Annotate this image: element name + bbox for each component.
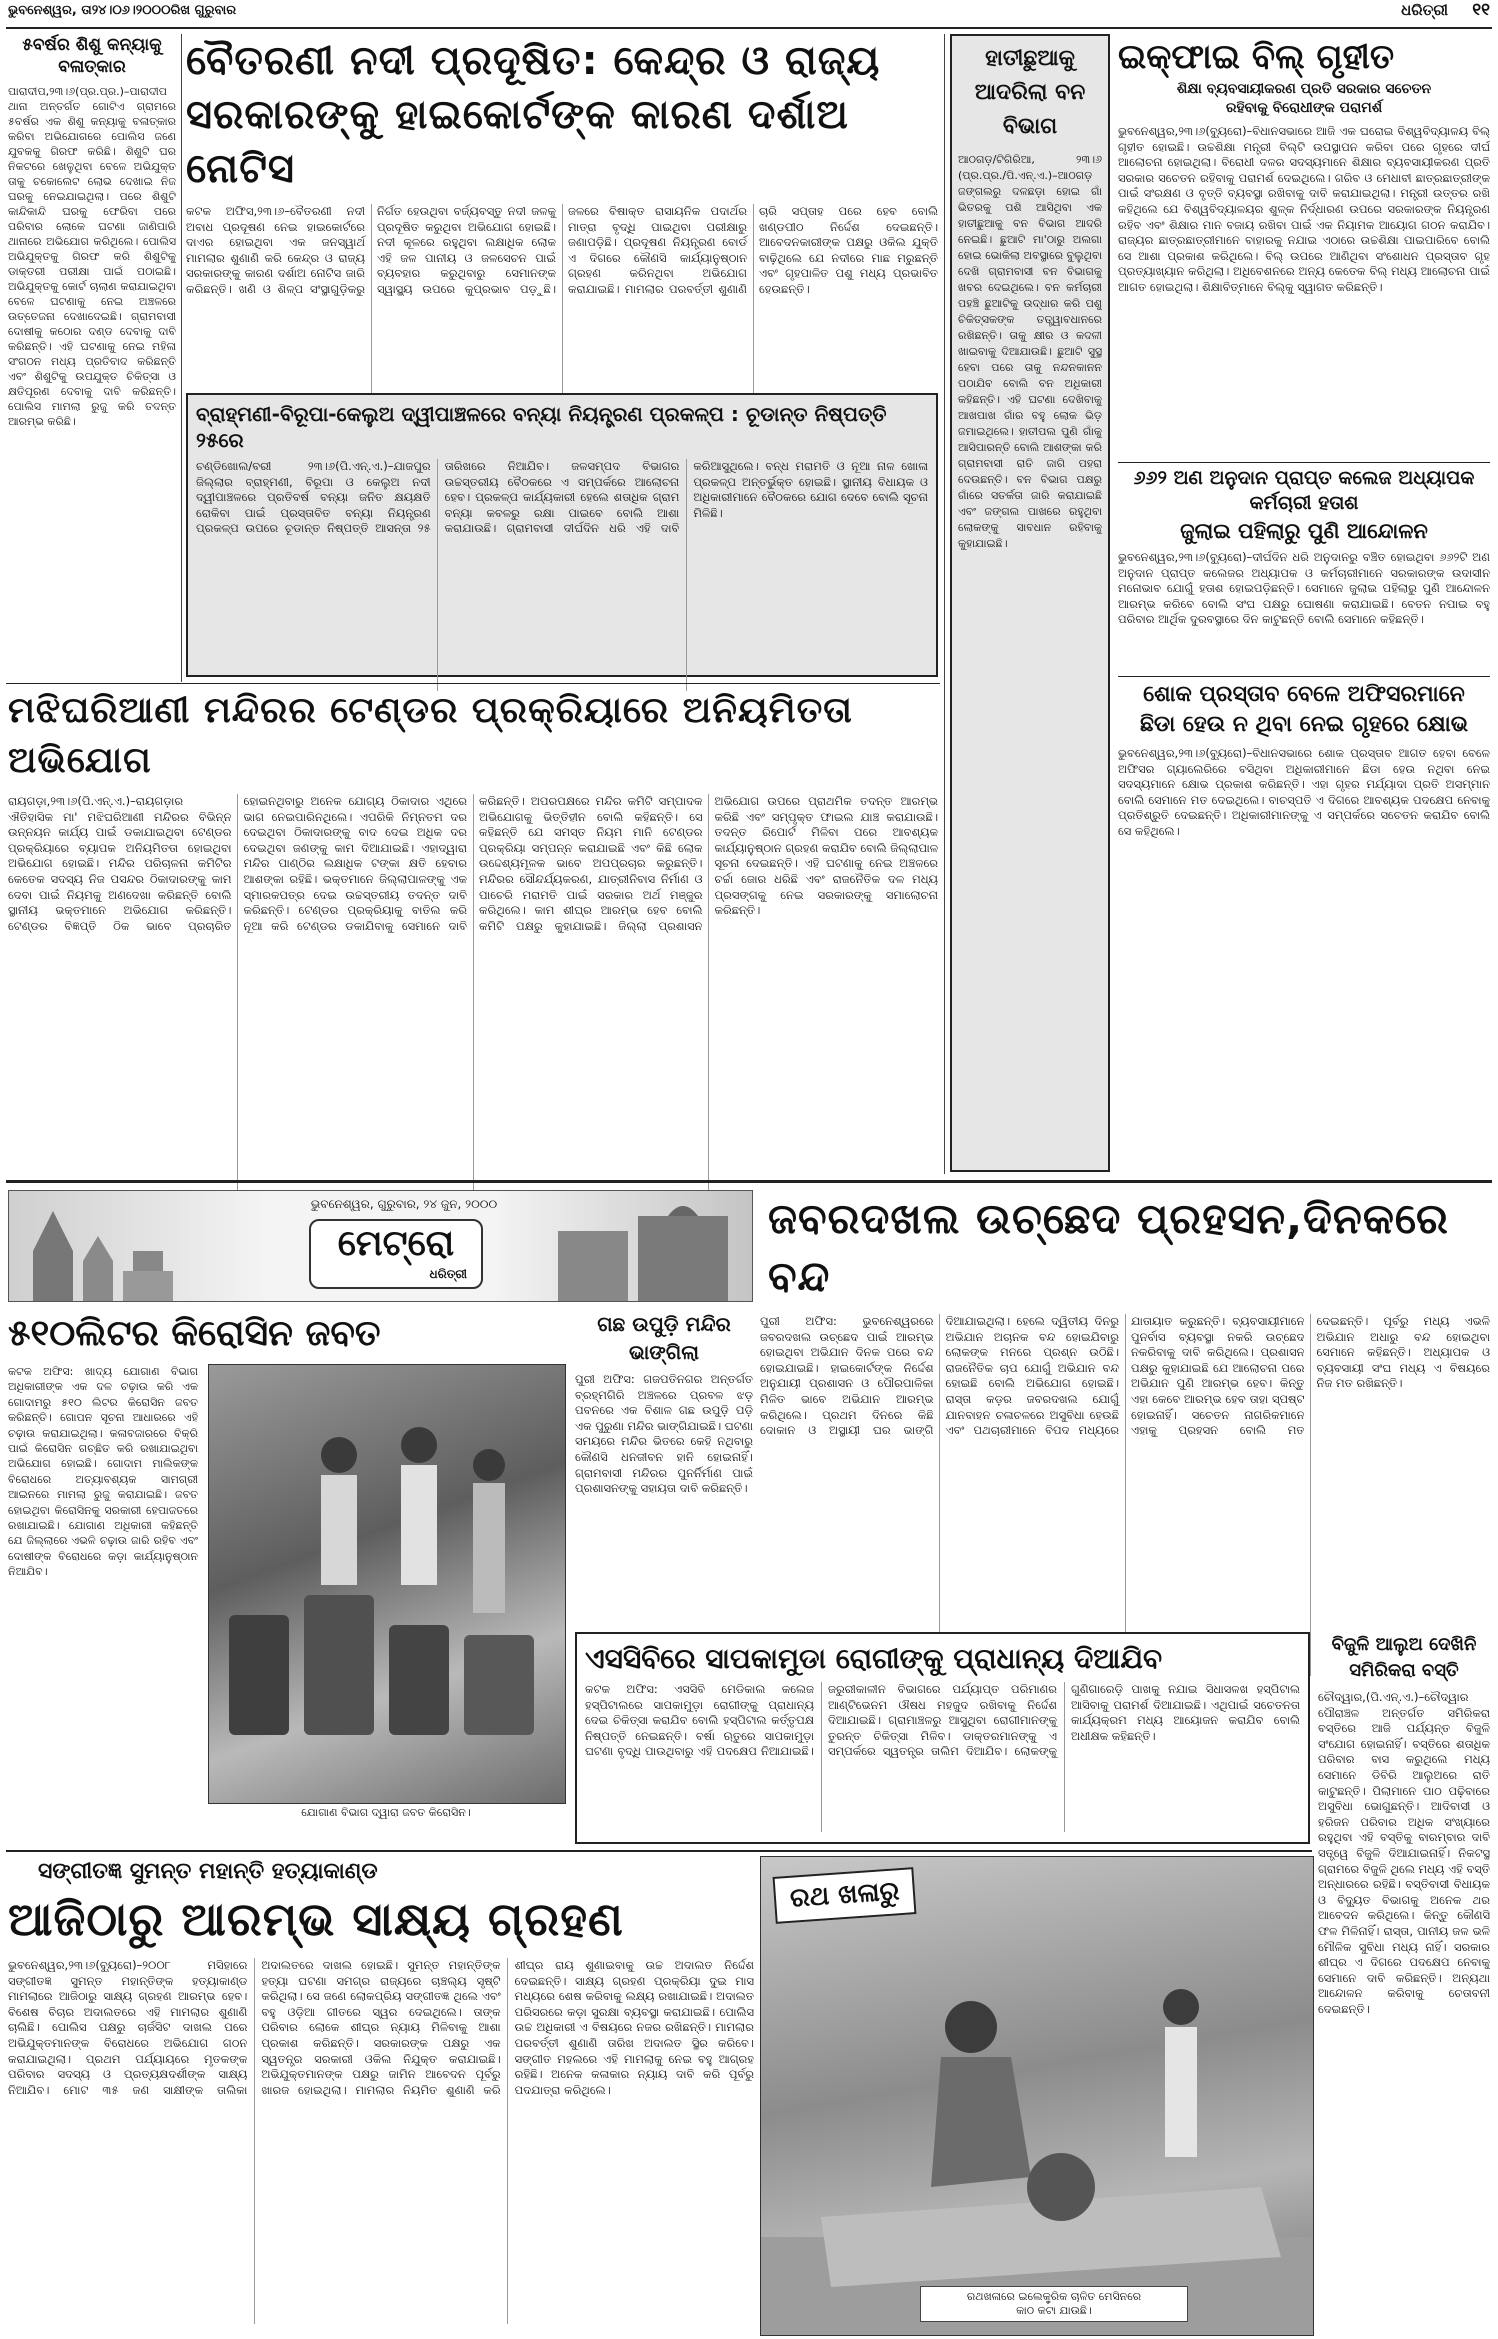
story-body: କଟକ ଅଫିସ: ଖାଦ୍ୟ ଯୋଗାଣ ବିଭାଗ ଅଧିକାରୀଙ୍କ ଏକ ଦଳ ଚଢ଼ାଉ କରି ଏକ ଗୋଦାମରୁ ୫୧୦ ଲିଟର କିରୋସିନ ଜବତ କରିଛନ୍ତି। ଗୋପନ ସୂଚନା ଆଧାରରେ ଏହି ଚଢ଼ାଉ କରାଯାଇଥିଲା। କଳାବଜାରରେ ବିକ୍ରି ପାଇଁ କିରୋସିନ ଗଚ୍ଛିତ କରି ରଖାଯାଇଥିବା ଅଭିଯୋଗ ହୋଇଛି। ଗୋଦାମ ମାଲିକଙ୍କ ବିରୋଧରେ ଅତ୍ୟାବଶ୍ୟକ ସାମଗ୍ରୀ ଆଇନରେ ମାମଲା ରୁଜୁ କରାଯାଇଛି। ଜବତ ହୋଇଥିବା କିରୋସିନକୁ ସରକାରୀ ହେପାଜତରେ ରଖାଯାଇଛି। ଯୋଗାଣ ଅଧିକାରୀ କହିଛନ୍ତି ଯେ ଜିଲ୍ଲାରେ ଏଭଳି ଚଢ଼ାଉ ଜାରି ରହିବ ଏବଂ ଦୋଷୀଙ୍କ ବିରୋଧରେ କଡ଼ା କାର୍ଯ୍ୟାନୁଷ୍ଠାନ ନିଆଯିବ। <box>8 1365 198 1579</box>
city-buildings-icon <box>538 1191 748 1301</box>
kerosene-drums-image <box>209 1365 565 1803</box>
rath-photo <box>760 1856 1314 2336</box>
story-body: ପୁରୀ ଅଫିସ: ଗଜପତିନଗର ଅନ୍ତର୍ଗତ ବ୍ରହ୍ମଗିରି ଅଞ୍ଚଳରେ ପ୍ରବଳ ଝଡ଼ ପବନରେ ଏକ ବିଶାଳ ଗଛ ଉପୁଡ଼ି ପଡ଼ି ଏକ ପୁରୁଣା ମନ୍ଦିର ଭାଙ୍ଗିଯାଇଛି। ଘଟଣା ସମୟରେ ମନ୍ଦିର ଭିତରେ କେହି ନଥିବାରୁ କୌଣସି ଧନଜୀବନ ହାନି ହୋଇନାହିଁ। ଗ୍ରାମବାସୀ ମନ୍ଦିରର ପୁନର୍ନିର୍ମାଣ ପାଇଁ ପ୍ରଶାସନଙ୍କୁ ସହାୟତା ଦାବି କରିଛନ୍ତି। <box>575 1372 753 1496</box>
story-headline: ଇକ୍‌ଫାଇ ବିଲ୍ ଗୃହୀତ <box>1118 37 1395 77</box>
story-headline: ଏସସିବିରେ ସାପକାମୁଡା ରୋଗୀଙ୍କୁ ପ୍ରାଧାନ୍ୟ ଦିଆଯିବ <box>585 1642 1163 1675</box>
story-headline: ଶୋକ ପ୍ରସ୍ତାବ ବେଳେ ଅଫିସରମାନେ <box>1143 682 1465 707</box>
story-body: ଭୁବନେଶ୍ୱର,୨୩।୬(ବ୍ୟୁରୋ)–୨୦୦୮ ମସିହାରେ ସଙ୍ଗୀତଜ୍ଞ ସୁମନ୍ତ ମହାନ୍ତିଙ୍କ ହତ୍ୟାକାଣ୍ଡ ମାମଲାରେ ଆଜିଠାରୁ ସାକ୍ଷ୍ୟ ଗ୍ରହଣ ଆରମ୍ଭ ହେବ। ବିଶେଷ ବିଚାର ଅଦାଲତରେ ଏହି ମାମଲାର ଶୁଣାଣି ଚାଲିଛି। ପୋଲିସ ପକ୍ଷରୁ ଚାର୍ଜସିଟ ଦାଖଲ ପରେ ଅଭିଯୁକ୍ତମାନଙ୍କ ବିରୋଧରେ ଅଭିଯୋଗ ଗଠନ କରାଯାଇଥିଲା। ପ୍ରଥମ ପର୍ଯ୍ୟାୟରେ ମୃତକଙ୍କ ପରିବାର ସଦସ୍ୟ ଓ ପ୍ରତ୍ୟକ୍ଷଦର୍ଶୀଙ୍କ ସାକ୍ଷ୍ୟ ନିଆଯିବ। ମୋଟ ୩୫ ଜଣ ସାକ୍ଷୀଙ୍କ ତାଲିକା ଅଦାଲତରେ ଦାଖଲ ହୋଇଛି। ସୁମନ୍ତ ମହାନ୍ତିଙ୍କ ହତ୍ୟା ଘଟଣା ସମଗ୍ର ରାଜ୍ୟରେ ଚାଞ୍ଚଲ୍ୟ ସୃଷ୍ଟି କରିଥିଲା। ସେ ଜଣେ ଲୋକପ୍ରିୟ ସଙ୍ଗୀତଜ୍ଞ ଥିଲେ ଏବଂ ବହୁ ଓଡ଼ିଆ ଗୀତରେ ସ୍ୱର ଦେଇଥିଲେ। ତାଙ୍କ ପରିବାର ଲୋକେ ଶୀଘ୍ର ନ୍ୟାୟ ମିଳିବାକୁ ଆଶା ପ୍ରକାଶ କରିଛନ୍ତି। ସରକାରଙ୍କ ପକ୍ଷରୁ ଏକ ସ୍ୱତନ୍ତ୍ର ସରକାରୀ ଓକିଲ ନିଯୁକ୍ତ କରାଯାଇଛି। ଅଭିଯୁକ୍ତମାନଙ୍କ ପକ୍ଷରୁ ଜାମିନ ଆବେଦନ ପୂର୍ବରୁ ଖାରଜ ହୋଇଥିଲା। ମାମଲାର ନିୟମିତ ଶୁଣାଣି କରି ଶୀଘ୍ର ରାୟ ଶୁଣାଇବାକୁ ଉଚ୍ଚ ଅଦାଲତ ନିର୍ଦ୍ଦେଶ ଦେଇଛନ୍ତି। ସାକ୍ଷ୍ୟ ଗ୍ରହଣ ପ୍ରକ୍ରିୟା ଦୁଇ ମାସ ମଧ୍ୟରେ ଶେଷ କରିବାକୁ ଲକ୍ଷ୍ୟ ରଖାଯାଇଛି। ଅଦାଲତ ପରିସରରେ କଡ଼ା ସୁରକ୍ଷା ବ୍ୟବସ୍ଥା କରାଯାଇଛି। ପୋଲିସ ଉଚ୍ଚ ଅଧିକାରୀ ଏ ବିଷୟରେ ନଜର ରଖିଛନ୍ତି। ମାମଲାର ପରବର୍ତ୍ତୀ ଶୁଣାଣି ତାରିଖ ଅଦାଲତ ସ୍ଥିର କରିବେ। ସଙ୍ଗୀତ ମହଲରେ ଏହି ମାମଲାକୁ ନେଇ ବହୁ ଆଗ୍ରହ ରହିଛି। ଅନେକ କଳାକାର ନ୍ୟାୟ ଦାବି କରି ପୂର୍ବରୁ ପଦଯାତ୍ରା କରିଥିଲେ। <box>8 1958 754 2097</box>
story-body: ପାରାଦୀପ,୨୩।୬(ପ୍ର.ପ୍ର.)–ପାରାଦୀପ ଥାନା ଅନ୍ତର୍ଗତ ଗୋଟିଏ ଗ୍ରାମରେ ୫ବର୍ଷର ଏକ ଶିଶୁ କନ୍ୟାକୁ ବଳାତ୍କାର କରିବା ଅଭିଯୋଗରେ ପୋଲିସ ଜଣେ ଯୁବକକୁ ଗିରଫ କରିଛି। ଶିଶୁଟି ଘର ନିକଟରେ ଖେଳୁଥିବା ବେଳେ ଅଭିଯୁକ୍ତ ତାକୁ ଚକୋଲେଟ ଲୋଭ ଦେଖାଇ ନିଜ ଘରକୁ ନେଇଯାଇଥିଲା। ପରେ ଶିଶୁଟି କାନ୍ଦିକାନ୍ଦି ଘରକୁ ଫେରିବା ପରେ ପରିବାର ଲୋକେ ଘଟଣା ଜାଣିପାରି ଥାନାରେ ଅଭିଯୋଗ କରିଥିଲେ। ପୋଲିସ ଅଭିଯୁକ୍ତକୁ ଗିରଫ କରି ଶିଶୁଟିକୁ ଡାକ୍ତରୀ ପରୀକ୍ଷା ପାଇଁ ପଠାଇଛି। ଅଭିଯୁକ୍ତକୁ କୋର୍ଟ ଚାଲାଣ କରାଯାଇଥିବା ବେଳେ ଘଟଣାକୁ ନେଇ ଅଞ୍ଚଳରେ ଉତ୍ତେଜନା ଦେଖାଦେଇଛି। ଗ୍ରାମବାସୀ ଦୋଷୀକୁ କଠୋର ଦଣ୍ଡ ଦେବାକୁ ଦାବି କରିଛନ୍ତି। ଏହି ଘଟଣାକୁ ନେଇ ମହିଳା ସଂଗଠନ ମଧ୍ୟ ପ୍ରତିବାଦ କରିଛନ୍ତି ଏବଂ ଶିଶୁଟିକୁ ଉପଯୁକ୍ତ ଚିକିତ୍ସା ଓ କ୍ଷତିପୂରଣ ଦେବାକୁ ଦାବି କରିଛନ୍ତି। ପୋଲିସ ମାମଲା ରୁଜୁ କରି ତଦନ୍ତ ଆରମ୍ଭ କରିଛି। <box>8 85 176 428</box>
story-subhead-line2: ରହିବାକୁ ବିରୋଧୀଙ୍କ ପରାମର୍ଶ <box>1225 100 1383 116</box>
story-college-staff <box>1118 466 1490 674</box>
story-condolence-officers <box>1118 680 1490 1174</box>
story-bill-passed <box>1118 34 1490 460</box>
temple-skyline-icon <box>13 1191 213 1301</box>
story-headline: ହାତୀଛୁଆକୁ ଆଦରିଲା ବନ ବିଭାଗ <box>974 46 1086 139</box>
story-headline: ଆଜିଠାରୁ ଆରମ୍ଭ ସାକ୍ଷ୍ୟ ଗ୍ରହଣ <box>8 1892 624 1946</box>
story-flood-control <box>186 393 938 677</box>
story-rath-khala-photo <box>760 1856 1312 2334</box>
story-child-rape <box>8 34 176 680</box>
story-headline: ବିଜୁଳି ଆଲୁଅ ଦେଖିନି ସମିରିକରା ବସ୍ତି <box>1331 1634 1477 1681</box>
rath-label: ରଥ ଖଳାରୁ <box>789 1876 901 1914</box>
story-body: କଟକ ଅଫିସ,୨୩।୬–ବୈତରଣୀ ନଦୀ ଅବାଧ ପ୍ରଦୂଷଣ ନେଇ ହାଇକୋର୍ଟରେ ଦାଏର ହୋଇଥିବା ଏକ ଜନସ୍ୱାର୍ଥ ମାମଲାର ଶୁଣାଣି କରି କେନ୍ଦ୍ର ଓ ରାଜ୍ୟ ସରକାରଙ୍କୁ କାରଣ ଦର୍ଶାଅ ନୋଟିସ ଜାରି କରିଛନ୍ତି। ଖଣି ଓ ଶିଳ୍ପ ସଂସ୍ଥାଗୁଡ଼ିକରୁ ନିର୍ଗତ ହେଉଥିବା ବର୍ଜ୍ୟବସ୍ତୁ ନଦୀ ଜଳକୁ ପ୍ରଦୂଷିତ କରୁଥିବା ଅଭିଯୋଗ ହୋଇଛି। ନଦୀ କୂଳରେ ରହୁଥିବା ଲକ୍ଷାଧିକ ଲୋକ ଏହି ଜଳ ପାନୀୟ ଓ ଜଳସେଚନ ପାଇଁ ବ୍ୟବହାର କରୁଥିବାରୁ ସେମାନଙ୍କ ସ୍ୱାସ୍ଥ୍ୟ ଉପରେ କୁପ୍ରଭାବ ପଡ଼ୁଛି। ଜଳରେ ବିଷାକ୍ତ ରାସାୟନିକ ପଦାର୍ଥର ମାତ୍ରା ବୃଦ୍ଧି ପାଇଥିବା ପରୀକ୍ଷାରୁ ଜଣାପଡ଼ିଛି। ପ୍ରଦୂଷଣ ନିୟନ୍ତ୍ରଣ ବୋର୍ଡ ଏ ଦିଗରେ କୌଣସି କାର୍ଯ୍ୟାନୁଷ୍ଠାନ ଗ୍ରହଣ କରିନଥିବା ଅଭିଯୋଗ କରାଯାଇଛି। ମାମଲାର ପରବର୍ତ୍ତୀ ଶୁଣାଣି ଚାରି ସପ୍ତାହ ପରେ ହେବ ବୋଲି ଖଣ୍ଡପୀଠ ନିର୍ଦ୍ଦେଶ ଦେଇଛନ୍ତି। ଆବେଦନକାରୀଙ୍କ ପକ୍ଷରୁ ଓକିଲ ଯୁକ୍ତି ବାଢ଼ିଥିଲେ ଯେ ନଦୀରେ ମାଛ ମରୁଛନ୍ତି ଏବଂ ଗୃହପାଳିତ ପଶୁ ମଧ୍ୟ ପ୍ରଭାବିତ ହେଉଛନ୍ତି। <box>186 204 938 296</box>
story-body: ରାୟଗଡ଼ା,୨୩।୬(ପି.ଏନ୍.ଏ.)–ରାୟଗଡ଼ାର ଐତିହାସିକ ମା' ମଝିଘରିଆଣୀ ମନ୍ଦିରର ବିଭିନ୍ନ ଉନ୍ନୟନ କାର୍ଯ୍ୟ ପାଇଁ ଡକାଯାଇଥିବା ଟେଣ୍ଡର ପ୍ରକ୍ରିୟାରେ ବ୍ୟାପକ ଅନିୟମିତତା ହୋଇଥିବା ଅଭିଯୋଗ ହୋଇଛି। ମନ୍ଦିର ପରିଚାଳନା କମିଟିର କେତେକ ସଦସ୍ୟ ନିଜ ପସନ୍ଦର ଠିକାଦାରଙ୍କୁ କାମ ଦେବା ପାଇଁ ନିୟମକୁ ଅଣଦେଖା କରିଛନ୍ତି ବୋଲି ସ୍ଥାନୀୟ ଭକ୍ତମାନେ ଅଭିଯୋଗ କରିଛନ୍ତି। ଟେଣ୍ଡର ବିଜ୍ଞପ୍ତି ଠିକ ଭାବେ ପ୍ରଚାରିତ ହୋଇନଥିବାରୁ ଅନେକ ଯୋଗ୍ୟ ଠିକାଦାର ଏଥିରେ ଭାଗ ନେଇପାରିନଥିଲେ। ଏପରିକି ନିମ୍ନତମ ଦର ଦେଇଥିବା ଠିକାଦାରଙ୍କୁ ବାଦ ଦେଇ ଅଧିକ ଦର ଦେଇଥିବା ଜଣଙ୍କୁ କାମ ଦିଆଯାଇଛି। ଏହାଦ୍ୱାରା ମନ୍ଦିର ପାଣ୍ଠିର ଲକ୍ଷାଧିକ ଟଙ୍କା କ୍ଷତି ହେବାର ଆଶଙ୍କା ରହିଛି। ଭକ୍ତମାନେ ଜିଲ୍ଲାପାଳଙ୍କୁ ଏକ ସ୍ମାରକପତ୍ର ଦେଇ ଉଚ୍ଚସ୍ତରୀୟ ତଦନ୍ତ ଦାବି କରିଛନ୍ତି। ଟେଣ୍ଡର ପ୍ରକ୍ରିୟାକୁ ବାତିଲ କରି ନୂଆ କରି ଟେଣ୍ଡର ଡକାଯିବାକୁ ସେମାନେ ଦାବି କରିଛନ୍ତି। ଅପରପକ୍ଷରେ ମନ୍ଦିର କମିଟି ସମ୍ପାଦକ ଅଭିଯୋଗକୁ ଭିତ୍ତିହୀନ ବୋଲି କହିଛନ୍ତି। ସେ କହିଛନ୍ତି ଯେ ସମସ୍ତ ନିୟମ ମାନି ଟେଣ୍ଡର ପ୍ରକ୍ରିୟା ସମ୍ପନ୍ନ କରାଯାଇଛି ଏବଂ କିଛି ଲୋକ ଉଦ୍ଦେଶ୍ୟମୂଳକ ଭାବେ ଅପପ୍ରଚାର କରୁଛନ୍ତି। ମନ୍ଦିରର ସୌନ୍ଦର୍ଯ୍ୟକରଣ, ଯାତ୍ରୀନିବାସ ନିର୍ମାଣ ଓ ପାଚେରି ମରାମତି ପାଇଁ ସରକାର ଅର୍ଥ ମଞ୍ଜୁର କରିଥିଲେ। କାମ ଶୀଘ୍ର ଆରମ୍ଭ ହେବ ବୋଲି କମିଟି ପକ୍ଷରୁ କୁହାଯାଇଛି। ଜିଲ୍ଲା ପ୍ରଶାସନ ଅଭିଯୋଗ ଉପରେ ପ୍ରାଥମିକ ତଦନ୍ତ ଆରମ୍ଭ କରିଛି ଏବଂ ସମ୍ପୃକ୍ତ ଫାଇଲ ଯାଞ୍ଚ କରାଯାଉଛି। ତଦନ୍ତ ରିପୋର୍ଟ ମିଳିବା ପରେ ଆବଶ୍ୟକ କାର୍ଯ୍ୟାନୁଷ୍ଠାନ ଗ୍ରହଣ କରାଯିବ ବୋଲି ଜିଲ୍ଲାପାଳ ସୂଚନା ଦେଇଛନ୍ତି। ଏହି ଘଟଣାକୁ ନେଇ ଅଞ୍ଚଳରେ ଚର୍ଚ୍ଚା ଜୋର ଧରିଛି ଏବଂ ରାଜନୈତିକ ଦଳ ମଧ୍ୟ ପ୍ରସଙ୍ଗକୁ ନେଇ ସରକାରଙ୍କୁ ସମାଲୋଚନା କରିଛନ୍ତି। <box>8 794 938 933</box>
story-headline: ୫ବର୍ଷର ଶିଶୁ କନ୍ୟାକୁ ବଳାତ୍କାର <box>22 35 162 77</box>
photo-caption-line2: କାଠ କଟା ଯାଉଛି। <box>1016 2304 1092 2317</box>
metro-dateline: ଭୁବନେଶ୍ୱର, ଗୁରୁବାର, ୨୪ ଜୁନ, ୨୦୦୦ <box>310 1197 498 1211</box>
metro-banner <box>8 1190 753 1302</box>
masthead-page-number: ୧୧ <box>1472 0 1490 20</box>
story-subhead-line1: ଶିକ୍ଷା ବ୍ୟବସାୟୀକରଣ ପ୍ରତି ସରକାର ସଚେତନ <box>1176 81 1432 97</box>
story-headline: ଜବରଦଖଲ ଉଚ୍ଛେଦ ପ୍ରହସନ,ଦିନକରେ ବନ୍ଦ <box>768 1194 1449 1301</box>
story-body: ଭୁବନେଶ୍ୱର,୨୩।୬(ବ୍ୟୁରୋ)–ଦୀର୍ଘଦିନ ଧରି ଅନୁଦାନରୁ ବଞ୍ଚିତ ହୋଇଥିବା ୬୬୨ଟି ଅଣ ଅନୁଦାନ ପ୍ରାପ୍ତ କଲେଜର ଅଧ୍ୟାପକ ଓ କର୍ମଚାରୀମାନେ ସରକାରଙ୍କ ଉଦାସୀନ ମନୋଭାବ ଯୋଗୁଁ ହତାଶ ହୋଇପଡ଼ିଛନ୍ତି। ସେମାନେ ଜୁଲାଇ ପହିଲାରୁ ପୁଣି ଆନ୍ଦୋଳନ ଆରମ୍ଭ କରିବେ ବୋଲି ସଂଘ ପକ୍ଷରୁ ଘୋଷଣା କରାଯାଇଛି। ବେତନ ନପାଇ ବହୁ ପରିବାର ଆର୍ଥିକ ଦୁରବସ୍ଥାରେ ଦିନ କାଟୁଛନ୍ତି ବୋଲି ସେମାନେ କହିଛନ୍ତି। <box>1118 550 1490 627</box>
story-headline-line2: ସରକାରଙ୍କୁ ହାଇକୋର୍ଟଙ୍କ କାରଣ ଦର୍ଶାଅ ନୋଟିସ <box>186 92 849 192</box>
rath-caption-box <box>920 2286 1188 2322</box>
story-body: ଭୁବନେଶ୍ୱର,୨୩।୬(ବ୍ୟୁରୋ)–ବିଧାନସଭାରେ ଆଜି ଏକ ଘରୋଇ ବିଶ୍ୱବିଦ୍ୟାଳୟ ବିଲ୍ ଗୃହୀତ ହୋଇଛି। ଉଚ୍ଚଶିକ୍ଷା ମନ୍ତ୍ରୀ ବିଲ୍‌ଟି ଉପସ୍ଥାପନ କରିବା ପରେ ଗୃହରେ ଦୀର୍ଘ ଆଲୋଚନା ହୋଇଥିଲା। ବିରୋଧୀ ଦଳର ସଦସ୍ୟମାନେ ଶିକ୍ଷାର ବ୍ୟବସାୟୀକରଣ ପ୍ରତି ସରକାର ସଚେତନ ରହିବାକୁ ପରାମର୍ଶ ଦେଇଥିଲେ। ଗରିବ ଓ ମେଧାବୀ ଛାତ୍ରଛାତ୍ରୀଙ୍କ ପାଇଁ ସଂରକ୍ଷଣ ଓ ବୃତ୍ତି ବ୍ୟବସ୍ଥା ରଖିବାକୁ ଦାବି କରାଯାଇଥିଲା। ମନ୍ତ୍ରୀ ଉତ୍ତର ରଖି କହିଥିଲେ ଯେ ବିଶ୍ୱବିଦ୍ୟାଳୟର ଶୁଳ୍କ ନିର୍ଦ୍ଧାରଣ ଉପରେ ସରକାରଙ୍କ ନିୟନ୍ତ୍ରଣ ରହିବ ଏବଂ ଶିକ୍ଷାର ମାନ ବଜାୟ ରଖିବା ପାଇଁ ଏକ ନିୟାମକ ଆୟୋଗ ଗଠନ କରାଯିବ। ରାଜ୍ୟର ଛାତ୍ରଛାତ୍ରୀମାନେ ବାହାରକୁ ନଯାଇ ଏଠାରେ ଉଚ୍ଚଶିକ୍ଷା ପାଇପାରିବେ ବୋଲି ସେ ଆଶା ପ୍ରକାଶ କରିଥିଲେ। ବିଲ୍ ଉପରେ ଆଣିଥିବା ସଂଶୋଧନ ପ୍ରସ୍ତାବ ଗୃହ ପ୍ରତ୍ୟାଖ୍ୟାନ କରିଥିଲା। ଅଧିବେଶନରେ ଅନ୍ୟ କେତେକ ବିଲ୍ ମଧ୍ୟ ଆଲୋଚନା ପାଇଁ ଆଗତ ହୋଇଥିଲା। ଶିକ୍ଷାବିତ୍‌ମାନେ ବିଲ୍‌କୁ ସ୍ୱାଗତ କରିଛନ୍ତି। <box>1118 124 1490 294</box>
worker-cutting-wood-image <box>761 1857 1313 2335</box>
story-no-electricity <box>1318 1632 1490 2332</box>
story-subhead: ଛିଡା ହେଉ ନ ଥିବା ନେଇ ଗୃହରେ କ୍ଷୋଭ <box>1139 712 1469 737</box>
story-temple-tender <box>8 686 938 1174</box>
photo-caption-line1: ରଥଖଳାରେ ଇଲେକ୍ଟ୍ରିକ ଚାଳିତ ମେସିନରେ <box>966 2290 1142 2303</box>
story-encroachment-eviction <box>760 1190 1490 1628</box>
story-headline: ୬୬୨ ଅଣ ଅନୁଦାନ ପ୍ରାପ୍ତ କଲେଜ ଅଧ୍ୟାପକ କର୍ମଚାରୀ ହତାଶ <box>1133 467 1475 514</box>
story-body: କଟକ ଅଫିସ: ଏସସିବି ମେଡିକାଲ କଲେଜ ହସ୍ପିଟାଲରେ ସାପକାମୁଡ଼ା ରୋଗୀଙ୍କୁ ପ୍ରାଧାନ୍ୟ ଦେଇ ଚିକିତ୍ସା କରାଯିବ ବୋଲି ହସ୍ପିଟାଲ କର୍ତ୍ତୃପକ୍ଷ ନିଷ୍ପତ୍ତି ନେଇଛନ୍ତି। ବର୍ଷା ଋତୁରେ ସାପକାମୁଡ଼ା ଘଟଣା ବୃଦ୍ଧି ପାଉଥିବାରୁ ଏହି ପଦକ୍ଷେପ ନିଆଯାଇଛି। ଜରୁରୀକାଳୀନ ବିଭାଗରେ ପର୍ଯ୍ୟାପ୍ତ ପରିମାଣର ଆଣ୍ଟିଭେନମ ଔଷଧ ମହଜୁଦ ରଖିବାକୁ ନିର୍ଦ୍ଦେଶ ଦିଆଯାଇଛି। ଗ୍ରାମାଞ୍ଚଳରୁ ଆସୁଥିବା ରୋଗୀମାନଙ୍କୁ ତୁରନ୍ତ ଚିକିତ୍ସା ମିଳିବ। ଡାକ୍ତରମାନଙ୍କୁ ଏ ସମ୍ପର୍କରେ ସ୍ୱତନ୍ତ୍ର ତାଲିମ ଦିଆଯିବ। ଲୋକଙ୍କୁ ଗୁଣିଗାରେଡ଼ି ପାଖକୁ ନଯାଇ ସିଧାସଳଖ ହସ୍ପିଟାଲ ଆସିବାକୁ ପରାମର୍ଶ ଦିଆଯାଇଛି। ଏଥିପାଇଁ ସଚେତନତା କାର୍ଯ୍ୟକ୍ରମ ମଧ୍ୟ ଆୟୋଜନ କରାଯିବ ବୋଲି ଅଧୀକ୍ଷକ କହିଛନ୍ତି। <box>585 1682 1300 1759</box>
metro-title: ମେଟ୍ରୋ <box>337 1223 455 1264</box>
photo-caption: ଯୋଗାଣ ବିଭାଗ ଦ୍ୱାରା ଜବତ କିରୋସିନ। <box>301 1806 471 1819</box>
story-subhead: ଜୁଲାଇ ପହିଲାରୁ ପୁଣି ଆନ୍ଦୋଳନ <box>1180 519 1428 543</box>
story-headline: ଗଛ ଉପୁଡ଼ି ମନ୍ଦିର ଭାଙ୍ଗିଲା <box>597 1312 731 1364</box>
metro-title-box <box>309 1219 483 1289</box>
story-body: ଚୌଦ୍ୱାର,(ପି.ଏନ୍.ଏ.)–ଚୌଦ୍ୱାର ପୌରାଞ୍ଚଳ ଅନ୍ତର୍ଗତ ସମିରିକରା ବସ୍ତିରେ ଆଜି ପର୍ଯ୍ୟନ୍ତ ବିଜୁଳି ସଂଯୋଗ ହୋଇନାହିଁ। ବସ୍ତିରେ ଶତାଧିକ ପରିବାର ବାସ କରୁଥିଲେ ମଧ୍ୟ ସେମାନେ ଡିବିରି ଆଲୁଅରେ ରାତି କାଟୁଛନ୍ତି। ପିଲାମାନେ ପାଠ ପଢ଼ିବାରେ ଅସୁବିଧା ଭୋଗୁଛନ୍ତି। ଆଦିବାସୀ ଓ ହରିଜନ ପରିବାର ଅଧିକ ସଂଖ୍ୟାରେ ରହୁଥିବା ଏହି ବସ୍ତିକୁ ବାରମ୍ବାର ଦାବି ସତ୍ତ୍ୱେ ବିଜୁଳି ଦିଆଯାଇନାହିଁ। ନିକଟସ୍ଥ ଗ୍ରାମରେ ବିଜୁଳି ଥିଲେ ମଧ୍ୟ ଏହି ବସ୍ତି ଅନ୍ଧାରରେ ରହିଛି। ବସ୍ତିବାସୀ ବିଧାୟକ ଓ ବିଦ୍ୟୁତ ବିଭାଗକୁ ଅନେକ ଥର ଆବେଦନ କରିଥିଲେ। କିନ୍ତୁ କୌଣସି ଫଳ ମିଳିନାହିଁ। ରାସ୍ତା, ପାନୀୟ ଜଳ ଭଳି ମୌଳିକ ସୁବିଧା ମଧ୍ୟ ନାହିଁ। ସରକାର ଶୀଘ୍ର ଏ ଦିଗରେ ପଦକ୍ଷେପ ନେବାକୁ ସେମାନେ ଦାବି କରିଛନ୍ତି। ଅନ୍ୟଥା ଆନ୍ଦୋଳନ କରିବାକୁ ଚେତାବନୀ ଦେଇଛନ୍ତି। <box>1318 1690 1490 2016</box>
story-snakebite-priority <box>575 1632 1310 1844</box>
story-headline: ବ୍ରାହ୍ମଣୀ-ବିରୂପା-କେଲୁଅ ଦ୍ୱୀପାଞ୍ଚଳରେ ବନ୍ୟା ନିୟନ୍ତ୍ରଣ ପ୍ରକଳ୍ପ : ଚୂଡାନ୍ତ ନିଷ୍ପତ୍ତି ୨୫ରେ <box>196 402 887 452</box>
story-body: ଚଣ୍ଡିଖୋଲ/ବରୀ ୨୩।୬(ପି.ଏନ୍.ଏ.)–ଯାଜପୁର ଜିଲ୍ଲାର ବ୍ରାହ୍ମଣୀ, ବିରୂପା ଓ କେଲୁଅ ନଦୀ ଦ୍ୱୀପାଞ୍ଚଳରେ ପ୍ରତିବର୍ଷ ବନ୍ୟା ଜନିତ କ୍ଷୟକ୍ଷତି ରୋକିବା ପାଇଁ ପ୍ରସ୍ତାବିତ ବନ୍ୟା ନିୟନ୍ତ୍ରଣ ପ୍ରକଳ୍ପ ଉପରେ ଚୂଡାନ୍ତ ନିଷ୍ପତ୍ତି ଆସନ୍ତା ୨୫ ତାରିଖରେ ନିଆଯିବ। ଜଳସମ୍ପଦ ବିଭାଗର ଉଚ୍ଚସ୍ତରୀୟ ବୈଠକରେ ଏ ସମ୍ପର୍କରେ ଆଲୋଚନା ହେବ। ପ୍ରକଳ୍ପ କାର୍ଯ୍ୟକାରୀ ହେଲେ ଶତାଧିକ ଗ୍ରାମ ବନ୍ୟା କବଳରୁ ରକ୍ଷା ପାଇବେ ବୋଲି ଆଶା କରାଯାଉଛି। ଗ୍ରାମବାସୀ ଦୀର୍ଘଦିନ ଧରି ଏହି ଦାବି କରିଆସୁଥିଲେ। ବନ୍ଧ ମରାମତି ଓ ନୂଆ ନାଳ ଖୋଳା ପ୍ରକଳ୍ପ ଅନ୍ତର୍ଭୁକ୍ତ ହୋଇଛି। ସ୍ଥାନୀୟ ବିଧାୟକ ଓ ଅଧିକାରୀମାନେ ବୈଠକରେ ଯୋଗ ଦେବେ ବୋଲି ସୂଚନା ମିଳିଛି। <box>196 459 928 536</box>
story-headline: ମଝିଘରିଆଣୀ ମନ୍ଦିରର ଟେଣ୍ଡର ପ୍ରକ୍ରିୟାରେ ଅନିୟମିତତା ଅଭିଯୋଗ <box>8 690 853 781</box>
story-elephant-calf <box>950 34 1110 1172</box>
story-headline-line1: ବୈତରଣୀ ନଦୀ ପ୍ରଦୂଷିତ: କେନ୍ଦ୍ର ଓ ରାଜ୍ୟ <box>186 38 881 84</box>
story-headline: ୫୧୦ଲିଟର କିରୋସିନ ଜବତ <box>8 1313 381 1354</box>
metro-subtitle: ଧରିତ୍ରୀ <box>429 1267 467 1281</box>
story-kerosene-seized <box>8 1310 568 1838</box>
story-body: ପୁରୀ ଅଫିସ: ଭୁବନେଶ୍ୱରରେ ଜବରଦଖଲ ଉଚ୍ଛେଦ ପାଇଁ ଆରମ୍ଭ ହୋଇଥିବା ଅଭିଯାନ ଦିନକ ପରେ ବନ୍ଦ ହୋଇଯାଇଛି। ହାଇକୋର୍ଟଙ୍କ ନିର୍ଦ୍ଦେଶ ଅନୁଯାୟୀ ପ୍ରଶାସନ ଓ ପୌରପାଳିକା ମିଳିତ ଭାବେ ଅଭିଯାନ ଆରମ୍ଭ କରିଥିଲେ। ପ୍ରଥମ ଦିନରେ କିଛି ଦୋକାନ ଓ ଅସ୍ଥାୟୀ ଘର ଭାଙ୍ଗି ଦିଆଯାଇଥିଲା। ହେଲେ ଦ୍ୱିତୀୟ ଦିନରୁ ଅଭିଯାନ ଅଚାନକ ବନ୍ଦ ହୋଇଯିବାରୁ ଲୋକଙ୍କ ମନରେ ପ୍ରଶ୍ନ ଉଠିଛି। ରାଜନୈତିକ ଚାପ ଯୋଗୁଁ ଅଭିଯାନ ବନ୍ଦ ହୋଇଛି ବୋଲି ଅଭିଯୋଗ ହୋଇଛି। ରାସ୍ତା କଡ଼ର ଜବରଦଖଲ ଯୋଗୁଁ ଯାନବାହନ ଚଳାଚଳରେ ଅସୁବିଧା ହେଉଛି ଏବଂ ପଥଚାରୀମାନେ ବିପଦ ମଧ୍ୟରେ ଯାତାୟାତ କରୁଛନ୍ତି। ବ୍ୟବସାୟୀମାନେ ପୁନର୍ବାସ ବ୍ୟବସ୍ଥା ନକରି ଉଚ୍ଛେଦ ନକରିବାକୁ ଦାବି କରିଥିଲେ। ପ୍ରଶାସନ ପକ୍ଷରୁ କୁହାଯାଇଛି ଯେ ଆଲୋଚନା ପରେ ଅଭିଯାନ ପୁଣି ଆରମ୍ଭ ହେବ। କିନ୍ତୁ ଏହା କେବେ ଆରମ୍ଭ ହେବ ତାହା ସ୍ପଷ୍ଟ ହୋଇନାହିଁ। ସଚେତନ ନାଗରିକମାନେ ଏହାକୁ ପ୍ରହସନ ବୋଲି ମତ ଦେଇଛନ୍ତି। ପୂର୍ବରୁ ମଧ୍ୟ ଏଭଳି ଅଭିଯାନ ଅଧାରୁ ବନ୍ଦ ହୋଇଥିବା ସେମାନେ କହିଛନ୍ତି। ଅଧ୍ୟାପକ ଓ ବ୍ୟବସାୟୀ ସଂଘ ମଧ୍ୟ ଏ ବିଷୟରେ ନିଜ ମତ ରଖିଛନ୍ତି। <box>760 1314 1490 1438</box>
masthead-paper-name: ଧରିତ୍ରୀ <box>1401 1 1448 19</box>
story-tree-temple <box>575 1310 753 1650</box>
story-baitarani-pollution <box>186 34 938 390</box>
story-body: ଆଠଗଡ଼/ଟିଗିରିଆ, ୨୩।୬ (ପ୍ର.ପ୍ର./ପି.ଏନ୍.ଏ.)–ଆଠଗଡ଼ ଜଙ୍ଗଲରୁ ଦଳଛଡ଼ା ହୋଇ ଗାଁ ଭିତରକୁ ପଶି ଆସିଥିବା ଏକ ହାତୀଛୁଆକୁ ବନ ବିଭାଗ ଆଦରି ନେଇଛି। ଛୁଆଟି ମା'ଠାରୁ ଅଲଗା ହୋଇ ଭୋକିଲା ଅବସ୍ଥାରେ ବୁଲୁଥିବା ଦେଖି ଗ୍ରାମବାସୀ ବନ ବିଭାଗକୁ ଖବର ଦେଇଥିଲେ। ବନ କର୍ମଚାରୀ ପହଞ୍ଚି ଛୁଆଟିକୁ ଉଦ୍ଧାର କରି ପଶୁ ଚିକିତ୍ସକଙ୍କ ତତ୍ତ୍ୱାବଧାନରେ ରଖିଛନ୍ତି। ତାକୁ କ୍ଷୀର ଓ କଦଳୀ ଖାଇବାକୁ ଦିଆଯାଉଛି। ଛୁଆଟି ସୁସ୍ଥ ହେବା ପରେ ତାକୁ ନନ୍ଦନକାନନ ପଠାଯିବ ବୋଲି ବନ ଅଧିକାରୀ କହିଛନ୍ତି। ଏହି ଘଟଣା ଦେଖିବାକୁ ଆଖପାଖ ଗାଁର ବହୁ ଲୋକ ଭିଡ଼ ଜମାଇଥିଲେ। ହାତୀପଲ ପୁଣି ଗାଁକୁ ଆସିପାରନ୍ତି ବୋଲି ଆଶଙ୍କା କରି ଗ୍ରାମବାସୀ ରାତି ଜାଗି ପହରା ଦେଉଛନ୍ତି। ବନ ବିଭାଗ ପକ୍ଷରୁ ଗାଁରେ ସତର୍କତା ଜାରି କରାଯାଇଛି ଏବଂ ଜଙ୍ଗଲ ପାଖରେ ରହୁଥିବା ଲୋକଙ୍କୁ ସାବଧାନ ରହିବାକୁ କୁହାଯାଇଛି। <box>958 153 1102 550</box>
story-murder-trial <box>8 1856 754 2334</box>
rath-label-box <box>773 1867 917 1924</box>
masthead-bar <box>0 0 1498 24</box>
story-body: ଭୁବନେଶ୍ୱର,୨୩।୬(ବ୍ୟୁରୋ)–ବିଧାନସଭାରେ ଶୋକ ପ୍ରସ୍ତାବ ଆଗତ ହେବା ବେଳେ ଅଫିସର ଗ୍ୟାଲେରିରେ ବସିଥିବା ଅଧିକାରୀମାନେ ଛିଡା ହେଉ ନଥିବା ନେଇ ସଦସ୍ୟମାନେ କ୍ଷୋଭ ପ୍ରକାଶ କରିଛନ୍ତି। ଏହା ଗୃହର ମର୍ଯ୍ୟାଦା ପ୍ରତି ଅସମ୍ମାନ ବୋଲି ସେମାନେ ମତ ଦେଇଥିଲେ। ବାଚସ୍ପତି ଏ ଦିଗରେ ଆବଶ୍ୟକ ପଦକ୍ଷେପ ନେବାକୁ ପ୍ରତିଶ୍ରୁତି ଦେଇଛନ୍ତି। ଅଧିକାରୀମାନଙ୍କୁ ଏ ସମ୍ପର୍କରେ ସଚେତନ କରାଯିବ ବୋଲି ସେ କହିଥିଲେ। <box>1118 746 1490 838</box>
masthead-dateline: ଭୁବନେଶ୍ୱର, ତା୨୪।୦୬।୨୦୦୦ରିଖ ଗୁରୁବାର <box>8 3 237 18</box>
kerosene-photo <box>208 1364 566 1804</box>
story-kicker: ସଙ୍ଗୀତଜ୍ଞ ସୁମନ୍ତ ମହାନ୍ତି ହତ୍ୟାକାଣ୍ଡ <box>38 1859 378 1884</box>
